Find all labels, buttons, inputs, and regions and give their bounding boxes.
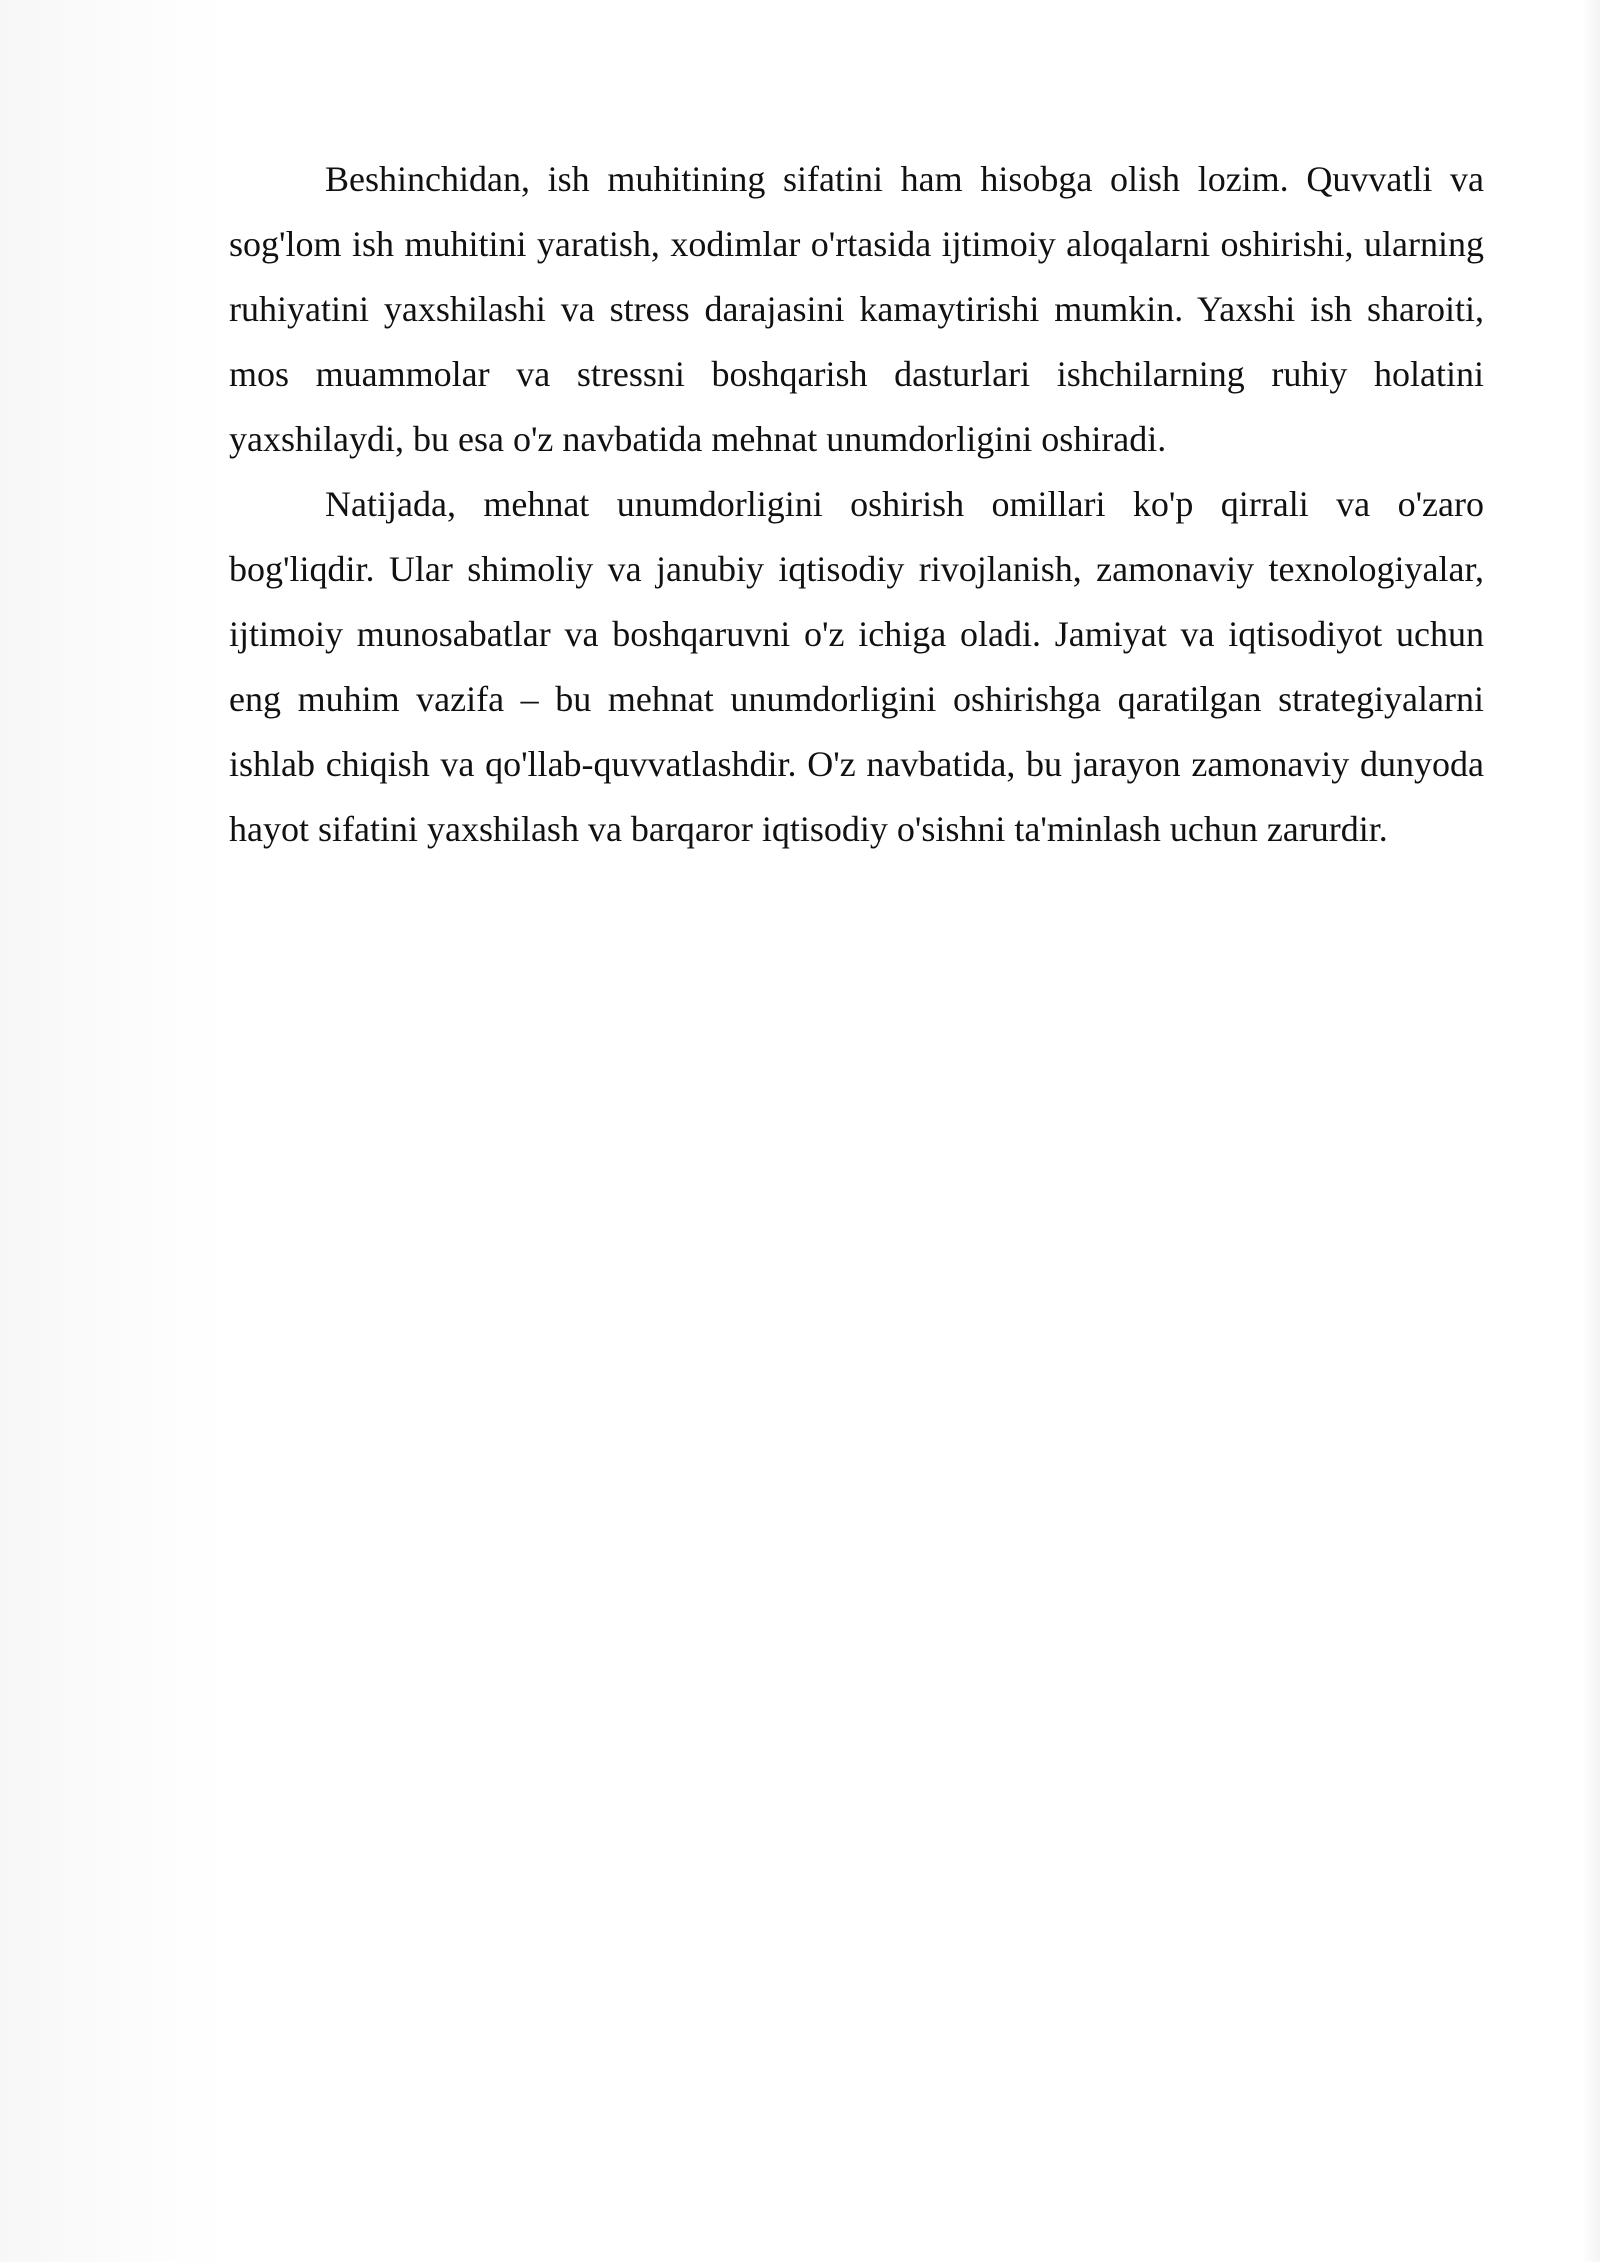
page-shadow-left <box>0 0 228 2262</box>
page-shadow-right <box>1582 0 1600 2262</box>
body-text <box>229 147 1484 862</box>
paragraph-conclusion: Natijada, mehnat unumdorligini oshirish omillari ko'p qirrali va o'zaro bog'liqdir. Ular shimoliy va janubiy iqtisodiy rivojlanish, zamonaviy texnologiyalar, ijtimoiy munosabatlar va boshqaruvni o'z ichiga oladi. Jamiyat va iqtisodiyot uchun eng muhim vazifa – bu mehnat unumdorligini oshirishga qaratilgan strategiyalarni ishlab chiqish va qo'llab-quvvatlashdir. O'z navbatida, bu jarayon zamonaviy dunyoda hayot sifatini yaxshilash va barqaror iqtisodiy o'sishni ta'minlash uchun zarurdir. <box>229 484 1484 849</box>
paragraph-workplace-environment: Beshinchidan, ish muhitining sifatini ham hisobga olish lozim. Quvvatli va sog'lom ish muhitini yaratish, xodimlar o'rtasida ijtimoiy aloqalarni oshirishi, ularning ruhiyatini yaxshilashi va stress darajasini kamaytirishi mumkin. Yaxshi ish sharoiti, mos muammolar va stressni boshqarish dasturlari ishchilarning ruhiy holatini yaxshilaydi, bu esa o'z navbatida mehnat unumdorligini oshiradi. <box>229 159 1484 459</box>
